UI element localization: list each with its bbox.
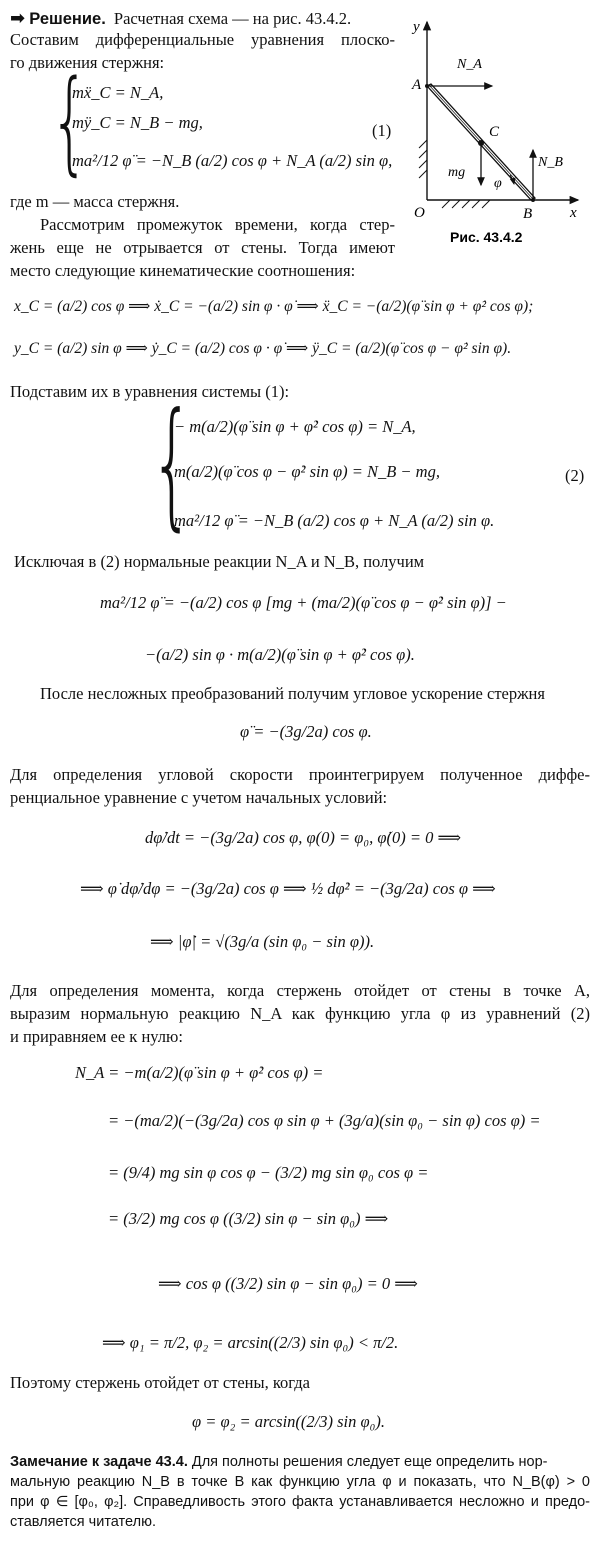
label-y: y xyxy=(413,19,420,35)
system1-eq1: mẍ_C = N_A, xyxy=(72,83,164,102)
para2-line-3: место следующие кинематические соотношения: xyxy=(10,261,356,280)
label-O: O xyxy=(414,205,425,221)
integration-line2: ⟹ φ̇ dφ̇/dφ = −(3g/2a) cos φ ⟹ ½ dφ̇² = −(3g/2a) cos φ ⟹ xyxy=(80,879,496,898)
where-line: где m — масса стержня. xyxy=(10,192,180,211)
system1-brace: { xyxy=(50,57,90,187)
big-eq-line1: ma²/12 φ̈ = −(a/2) cos φ [mg + (ma/2)(φ̈ cos φ − φ̇² sin φ)] − xyxy=(100,593,507,612)
remark-line-1 xyxy=(10,1454,547,1471)
label-NB: N_B xyxy=(538,155,563,170)
substitute-line: Подставим их в уравнения системы (1): xyxy=(10,382,290,401)
kinematics-x: x_C = (a/2) cos φ ⟹ ẋ_C = −(a/2) sin φ · φ̇ ⟹ ẍ_C = −(a/2)(φ̈ sin φ + φ̇² cos φ); xyxy=(14,298,534,315)
excluding-line: Исключая в (2) нормальные реакции N_A и N_B, получим xyxy=(14,552,425,571)
na-chain-3: = (9/4) mg sin φ cos φ − (3/2) mg sin φ₀ cos φ = xyxy=(108,1163,429,1182)
therefore-line: Поэтому стержень отойдет от стены, когда xyxy=(10,1373,310,1392)
after-line: После несложных преобразований получим угловое ускорение стержня xyxy=(40,684,545,703)
system1-eq2: mÿ_C = N_B − mg, xyxy=(72,113,203,132)
remark-line-2: мальную реакцию N_B в точке B как функцию угла φ и показать, что N_B(φ) > 0 xyxy=(10,1474,590,1490)
system1-eq3: ma²/12 φ̈ = −N_B (a/2) cos φ + N_A (a/2) sin φ, xyxy=(72,151,393,170)
label-x: x xyxy=(570,205,577,221)
label-B: B xyxy=(523,206,533,222)
na-chain-2: = −(ma/2)(−(3g/2a) cos φ sin φ + (3g/a)(sin φ₀ − sin φ) cos φ) = xyxy=(108,1111,541,1130)
wall-hatch xyxy=(419,140,427,178)
system1-number: (1) xyxy=(372,121,392,140)
remark-line-4: ставляется читателю. xyxy=(10,1514,156,1530)
para-moment-line-2: выразим нормальную реакцию N_A как функцию угла φ из уравнений (2) xyxy=(10,1004,590,1023)
para-int-line-2: ренциальное уравнение с учетом начальных условий: xyxy=(10,788,388,807)
solution-heading: ➡ Решение. Расчетная схема — на рис. 43.4.2. xyxy=(10,8,352,28)
intro-line-2: го движения стержня: xyxy=(10,53,165,72)
para-moment-line-3: и приравняем ее к нулю: xyxy=(10,1027,183,1046)
na-chain-6: ⟹ φ₁ = π/2, φ₂ = arcsin((2/3) sin φ₀) < π/2. xyxy=(102,1333,399,1352)
remark-text-1: Для полноты решения следует еще определить нор- xyxy=(191,1454,548,1470)
label-A: A xyxy=(412,77,422,93)
angular-acceleration: φ̈ = −(3g/2a) cos φ. xyxy=(240,722,372,741)
system2-eq1: − m(a/2)(φ̈ sin φ + φ̇² cos φ) = N_A, xyxy=(174,417,416,436)
label-mg: mg xyxy=(448,165,466,180)
integration-line1: dφ̇/dt = −(3g/2a) cos φ, φ(0) = φ₀, φ̇(0) = 0 ⟹ xyxy=(145,828,462,847)
kinematics-y: y_C = (a/2) sin φ ⟹ ẏ_C = (a/2) cos φ · φ̇ ⟹ ÿ_C = (a/2)(φ̈ cos φ − φ̇² sin φ). xyxy=(14,340,512,357)
para-int-line-1: Для определения угловой скорости проинтегрируем полученное диффе- xyxy=(10,765,590,784)
label-phi: φ xyxy=(494,176,502,191)
para2-line-1: Рассмотрим промежуток времени, когда стер- xyxy=(40,215,395,234)
floor-hatch xyxy=(442,200,490,208)
para-moment-line-1: Для определения момента, когда стержень отойдет от стены в точке A, xyxy=(10,981,590,1000)
rod-figure xyxy=(410,10,595,250)
system2-eq3: ma²/12 φ̈ = −N_B (a/2) cos φ + N_A (a/2) sin φ. xyxy=(174,511,495,530)
big-eq-line2: −(a/2) sin φ · m(a/2)(φ̈ sin φ + φ̇² cos φ). xyxy=(145,645,415,664)
figure-caption: Рис. 43.4.2 xyxy=(450,229,523,245)
na-chain-1: N_A = −m(a/2)(φ̈ sin φ + φ̇² cos φ) = xyxy=(75,1063,324,1082)
na-chain-4: = (3/2) mg cos φ ((3/2) sin φ − sin φ₀) ⟹ xyxy=(108,1209,389,1228)
para2-line-2: жень еще не отрывается от стены. Тогда имеют xyxy=(10,238,395,257)
final-equation: φ = φ₂ = arcsin((2/3) sin φ₀). xyxy=(192,1412,385,1431)
label-NA: N_A xyxy=(457,57,482,72)
na-chain-5: ⟹ cos φ ((3/2) sin φ − sin φ₀) = 0 ⟹ xyxy=(158,1274,418,1293)
system2-number: (2) xyxy=(565,466,585,485)
integration-line3: ⟹ |φ̇| = √(3g/a (sin φ₀ − sin φ)). xyxy=(150,932,375,951)
system2-eq2: m(a/2)(φ̈ cos φ − φ̇² sin φ) = N_B − mg, xyxy=(174,462,440,481)
remark-line-3: при φ ∈ [φ₀, φ₂]. Справедливость этого факта устанавливается несложно и предо- xyxy=(10,1494,590,1510)
remark-title: Замечание к задаче 43.4. xyxy=(10,1454,188,1470)
label-C: C xyxy=(489,124,500,140)
intro-line-1: Составим дифференциальные уравнения плоско- xyxy=(10,30,395,49)
system2-brace: { xyxy=(150,383,194,544)
